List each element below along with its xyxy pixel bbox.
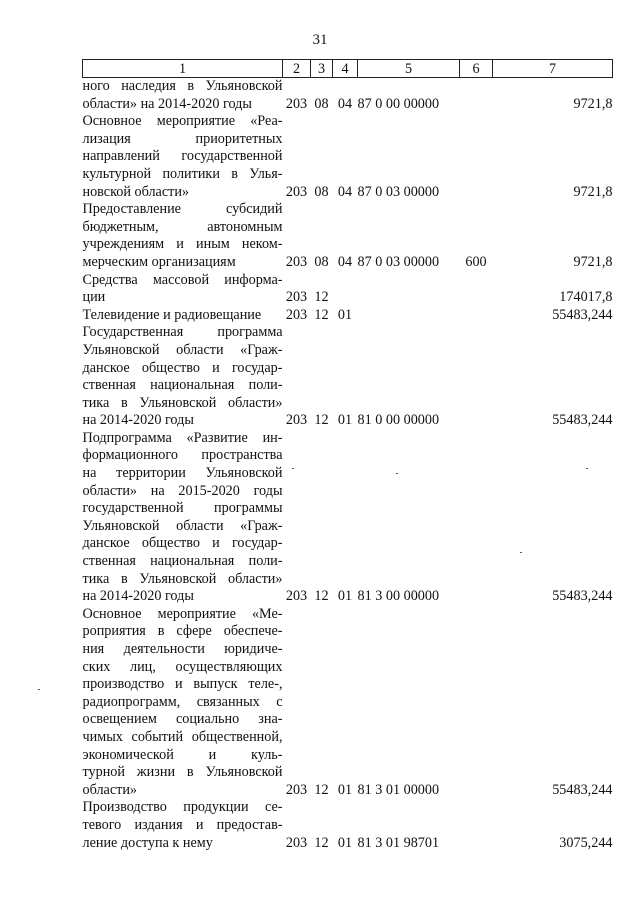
target-article-code [358, 307, 460, 325]
description-line: ния деятельности юридиче- [82, 641, 283, 657]
scan-speck [586, 468, 588, 469]
page-number: 31 [312, 32, 328, 48]
description-line: тика в Ульяновской области» [82, 394, 283, 411]
admin-code: 203 [285, 95, 308, 112]
row-description [83, 201, 283, 271]
section-code: 08 [314, 95, 329, 112]
expense-type-code [460, 272, 493, 307]
description-line: Производство продукции се- [82, 799, 283, 816]
admin-code: 203 [285, 253, 308, 270]
target-article-code: 81 3 00 00000 [357, 588, 440, 605]
amount-value: 9721,8 [573, 183, 613, 200]
description-line: Средства массовой информа- [82, 271, 283, 288]
description-line: Подпрограмма «Развитие ин- [82, 429, 283, 446]
description-line: на 2014-2020 годы [82, 588, 194, 605]
admin-code: 203 [285, 289, 308, 306]
admin-code: 203 [285, 781, 308, 798]
description-line: ских лиц, осуществляющих [82, 658, 283, 675]
description-line: формационного пространства [82, 447, 283, 464]
description-line: учреждениям и иным неком- [82, 236, 283, 253]
scan-speck [520, 552, 522, 553]
target-article-code: 87 0 00 00000 [357, 95, 440, 112]
table-row [83, 272, 613, 307]
column-header-3: 3 [311, 60, 333, 78]
subsection-code [333, 272, 358, 307]
amount-value: 9721,8 [573, 253, 613, 270]
description-line: области» на 2015-2020 годы [82, 482, 283, 499]
description-line: радиопрограмм, связанных с [82, 693, 283, 710]
description-line: данское общество и государ- [82, 535, 283, 552]
description-line: Телевидение и радиовещание [82, 306, 262, 323]
subsection-code: 04 [337, 95, 353, 112]
row-description [83, 324, 283, 430]
admin-code: 203 [285, 588, 308, 605]
admin-code: 203 [285, 834, 308, 851]
table-row [83, 307, 613, 325]
subsection-code: 04 [337, 183, 353, 200]
description-line: культурной политики в Улья- [82, 165, 283, 182]
amount-value: 55483,244 [552, 588, 613, 605]
expense-type-code [460, 307, 493, 325]
description-line: тевого издания и предостав- [82, 816, 283, 833]
description-line: Основное мероприятие «Реа- [82, 113, 283, 130]
section-code: 12 [314, 834, 329, 851]
amount-value: 55483,244 [552, 781, 613, 798]
description-line: ции [82, 289, 106, 306]
subsection-code: 04 [337, 253, 353, 270]
description-line: новской области» [82, 183, 190, 200]
target-article-code [358, 272, 460, 307]
subsection-code: 01 [337, 412, 353, 429]
expense-type-code: 600 [465, 253, 487, 270]
subsection-code: 01 [337, 781, 353, 798]
table-row [83, 201, 613, 271]
section-code: 12 [314, 412, 329, 429]
table-row [83, 799, 613, 852]
description-line: Ульяновской области «Граж- [82, 341, 283, 358]
budget-table [82, 59, 613, 852]
amount-value: 3075,244 [559, 834, 613, 851]
description-line: турной жизни в Ульяновской [82, 764, 283, 781]
amount-value: 55483,244 [552, 306, 613, 323]
amount-value: 9721,8 [573, 95, 613, 112]
admin-code: 203 [285, 183, 308, 200]
expense-type-code [460, 799, 493, 852]
row-description [83, 272, 283, 307]
table-row [83, 606, 613, 800]
table-row [83, 430, 613, 606]
target-article-code: 87 0 03 00000 [357, 183, 440, 200]
admin-code: 203 [285, 412, 308, 429]
description-line: ственная национальная поли- [82, 553, 283, 570]
description-line: экономической и куль- [82, 746, 283, 763]
description-line: области» [82, 781, 138, 798]
column-header-7: 7 [493, 60, 613, 78]
target-article-code: 81 3 01 00000 [357, 781, 440, 798]
amount-value: 174017,8 [559, 289, 613, 306]
description-line: на 2014-2020 годы [82, 412, 194, 429]
row-description [83, 606, 283, 800]
description-line: Основное мероприятие «Ме- [82, 605, 283, 622]
scan-speck [38, 689, 40, 690]
row-description [83, 307, 283, 325]
section-code: 08 [314, 183, 329, 200]
description-line: мерческим организациям [82, 253, 236, 270]
section-code: 08 [314, 253, 329, 270]
description-line: чимых событий общественной, [82, 728, 283, 745]
table-row [83, 113, 613, 201]
description-line: на территории Ульяновской [82, 465, 283, 482]
subsection-code: 01 [337, 834, 353, 851]
target-article-code: 87 0 03 00000 [357, 253, 440, 270]
row-description [83, 799, 283, 852]
row-description [83, 430, 283, 606]
row-description [83, 78, 283, 114]
expense-type-code [460, 113, 493, 201]
description-line: Предоставление субсидий [82, 201, 283, 218]
description-line: лизация приоритетных [82, 130, 283, 147]
description-line: области» на 2014-2020 годы [82, 95, 252, 112]
section-code: 12 [314, 289, 329, 306]
section-code: 12 [314, 588, 329, 605]
description-line: ного наследия в Ульяновской [82, 78, 283, 94]
table-header-row [83, 60, 613, 78]
target-article-code: 81 3 01 98701 [357, 834, 440, 851]
admin-code: 203 [285, 306, 308, 323]
section-code: 12 [314, 781, 329, 798]
table-row [83, 78, 613, 114]
description-line: бюджетным, автономным [82, 218, 283, 235]
column-header-2: 2 [283, 60, 311, 78]
section-code: 12 [314, 306, 329, 323]
amount-value: 55483,244 [552, 412, 613, 429]
description-line: Государственная программа [82, 324, 283, 341]
description-line: государственной программы [82, 500, 283, 517]
scan-speck [292, 468, 294, 469]
expense-type-code [460, 430, 493, 606]
table-row [83, 324, 613, 430]
description-line: тика в Ульяновской области» [82, 570, 283, 587]
column-header-4: 4 [333, 60, 358, 78]
description-line: производство и выпуск теле-, [82, 676, 283, 693]
description-line: ление доступа к нему [82, 834, 213, 851]
subsection-code: 01 [337, 588, 353, 605]
description-line: роприятия в сфере обеспече- [82, 623, 283, 640]
subsection-code: 01 [337, 306, 353, 323]
target-article-code: 81 0 00 00000 [357, 412, 440, 429]
expense-type-code [460, 324, 493, 430]
expense-type-code [460, 78, 493, 114]
column-header-6: 6 [460, 60, 493, 78]
column-header-1: 1 [83, 60, 283, 78]
description-line: Ульяновской области «Граж- [82, 517, 283, 534]
description-line: данское общество и государ- [82, 359, 283, 376]
description-line: направлений государственной [82, 148, 283, 165]
expense-type-code [460, 606, 493, 800]
description-line: ственная национальная поли- [82, 377, 283, 394]
row-description [83, 113, 283, 201]
description-line: освещением социально зна- [82, 711, 283, 728]
column-header-5: 5 [358, 60, 460, 78]
scan-speck [396, 473, 398, 474]
